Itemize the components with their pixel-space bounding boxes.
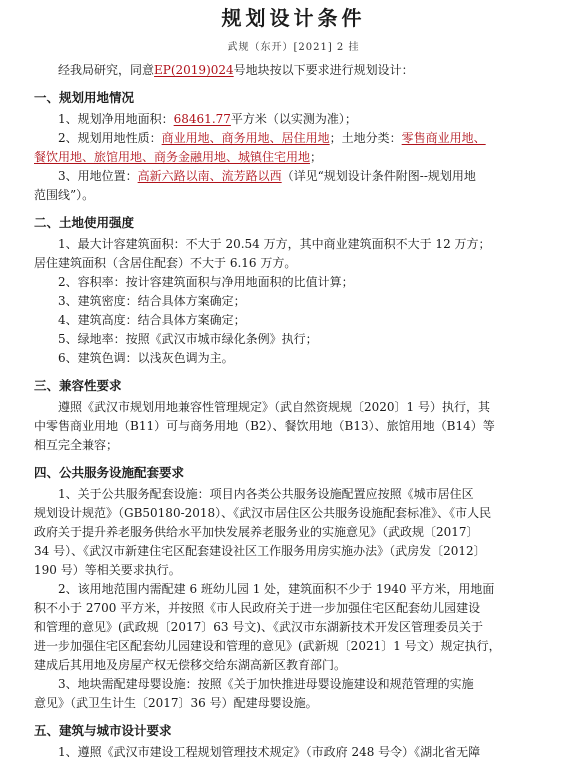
intro-before: 经我局研究，同意 bbox=[58, 63, 155, 77]
s5-line-1: 1、遵照《武汉市建设工程规划管理技术规定》（市政府 248 号令）《湖北省无障 bbox=[58, 745, 481, 759]
s1-item-3-cont: 范围线”）。 bbox=[34, 188, 95, 202]
s4-p1-line-5: 190 号）等相关要求执行。 bbox=[34, 563, 181, 577]
s4-p2-line-5: 建成后其用地及房屋产权无偿移交给东湖高新区教育部门。 bbox=[34, 658, 347, 672]
s1-item-3 bbox=[34, 167, 553, 186]
s4-p1-line-4: 34 号）、《武汉市新建住宅区配套建设社区工作服务用房实施办法》（武房发〔2012〕 bbox=[34, 544, 486, 558]
s1-item-2 bbox=[34, 129, 553, 148]
s2-item-1-cont: 居住建筑面积（含居住配套）不大于 6.16 万方。 bbox=[34, 256, 297, 270]
s4-p3-line-2: 意见》（武卫生计生〔2017〕36 号）配建母婴设施。 bbox=[34, 696, 318, 710]
land-area-value: 68461.77 bbox=[173, 112, 231, 126]
plot-code: EP(2019)024 bbox=[154, 63, 234, 77]
section-3-heading: 三、兼容性要求 bbox=[34, 378, 122, 393]
s1-item1-label: 1、规划净用地面积： bbox=[58, 112, 174, 126]
s1-item2-mid: ；土地分类： bbox=[329, 131, 402, 145]
s3-line-3: 相互完全兼容； bbox=[34, 438, 119, 452]
section-4-heading: 四、公共服务设施配套要求 bbox=[34, 465, 185, 480]
s1-item2-end: ； bbox=[310, 150, 323, 164]
s2-item-2: 2、容积率：按计容建筑面积与净用地面积的比值计算； bbox=[58, 275, 354, 289]
s2-item-1: 1、最大计容建筑面积：不大于 20.54 万方，其中商业建筑面积不大于 12 万方； bbox=[58, 237, 491, 251]
land-location: 高新六路以南、流芳路以西 bbox=[137, 169, 282, 183]
s4-p2-line-3: 和管理的意见》(武政规〔2017〕63 号文)、《武汉市东湖新技术开发区管理委员关于 bbox=[34, 620, 483, 634]
s4-p2-line-4: 进一步加强住宅区配套幼儿园建设和管理的意见》(武新规〔2021〕1 号文）规定执行， bbox=[34, 639, 501, 653]
s4-p2-line-2: 积不小于 2700 平方米，并按照《市人民政府关于进一步加强住宅区配套幼儿园建设 bbox=[34, 601, 481, 615]
section-5-heading: 五、建筑与城市设计要求 bbox=[34, 723, 172, 738]
s4-p2-line-1: 2、该用地范围内需配建 6 班幼儿园 1 处，建筑面积不少于 1940 平方米，用地面 bbox=[58, 582, 495, 596]
s1-item2-label: 2、规划用地性质： bbox=[58, 131, 162, 145]
s2-item-3: 3、建筑密度：结合具体方案确定； bbox=[58, 294, 246, 308]
s1-item3-label: 3、用地位置： bbox=[58, 169, 138, 183]
document-number: 武规（东开）[2021] 2 挂 bbox=[227, 42, 360, 53]
s1-item1-unit: 平方米（以实测为准）； bbox=[230, 112, 357, 126]
s1-item-1 bbox=[34, 110, 553, 129]
s4-p3-line-1: 3、地块需配建母婴设施：按照《关于加快推进母婴设施建设和规范管理的实施 bbox=[58, 677, 474, 691]
section-1-heading: 一、规划用地情况 bbox=[34, 90, 135, 105]
intro-after: 号地块按以下要求进行规划设计： bbox=[233, 63, 414, 77]
s3-line-1: 遵照《武汉市规划用地兼容性管理规定》（武自然资规规〔2020〕1 号）执行，其 bbox=[58, 400, 490, 414]
document-title: 规划设计条件 bbox=[221, 6, 366, 30]
s3-line-2: 中零售商业用地（B11）可与商务用地（B2）、餐饮用地（B13）、旅馆用地（B14）等 bbox=[34, 419, 495, 433]
s1-item-2-cont bbox=[34, 148, 553, 167]
s2-item-5: 5、绿地率：按照《武汉市城市绿化条例》执行； bbox=[58, 332, 318, 346]
s1-item3-note: （详见“规划设计条件附图--规划用地 bbox=[281, 169, 476, 183]
s2-item-4: 4、建筑高度：结合具体方案确定； bbox=[58, 313, 246, 327]
section-2-heading: 二、土地使用强度 bbox=[34, 215, 135, 230]
s4-p1-line-2: 规划设计规范》（GB50180-2018）、《武汉市居住区公共服务设施配套标准》、《市人民 bbox=[34, 506, 492, 520]
land-class-2: 餐饮用地、旅馆用地、商务金融用地、城镇住宅用地 bbox=[34, 150, 311, 164]
land-nature: 商业用地、商务用地、居住用地 bbox=[161, 131, 330, 145]
land-class-1: 零售商业用地、 bbox=[401, 131, 486, 145]
s2-item-6: 6、建筑色调：以浅灰色调为主。 bbox=[58, 351, 234, 365]
s4-p1-line-3: 政府关于提升养老服务供给水平加快发展养老服务业的实施意见》（武政规〔2017〕 bbox=[34, 525, 479, 539]
intro-paragraph bbox=[34, 61, 553, 80]
s4-p1-line-1: 1、关于公共服务配套设施：项目内各类公共服务设施配置应按照《城市居住区 bbox=[58, 487, 474, 501]
document-page bbox=[0, 2, 583, 759]
